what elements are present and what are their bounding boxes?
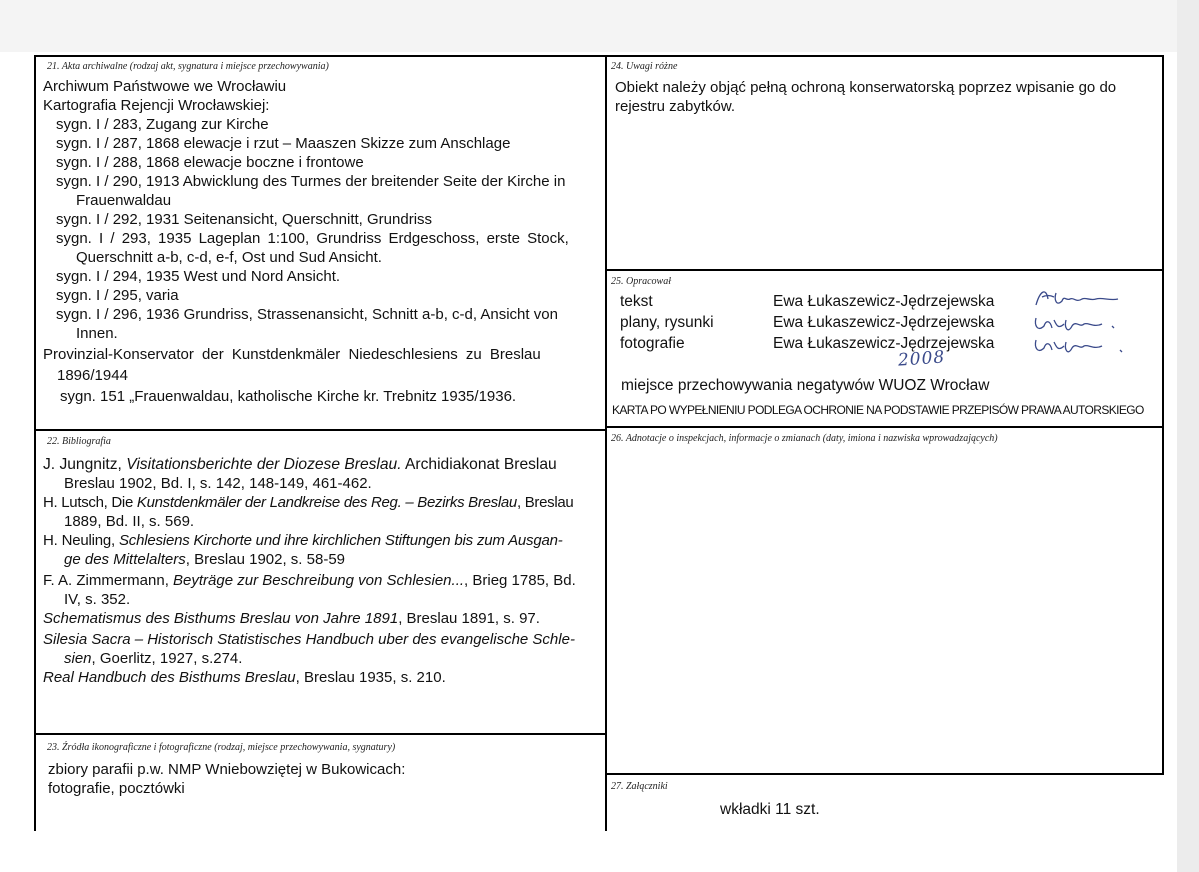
section-26-label: 26. Adnotacje o inspekcjach, informacje o zmianach (daty, imiona i nazwiska wprowadzających): [611, 433, 998, 444]
bibliography-entry: [43, 630, 575, 649]
form-center-divider: [605, 55, 607, 831]
archival-entry: sygn. I / 287, 1868 elewacje i rzut – Maaszen Skizze zum Anschlage: [56, 135, 511, 152]
archival-entry: sygn. I / 296, 1936 Grundriss, Strassenansicht, Schnitt a-b, c-d, Ansicht von: [56, 306, 558, 323]
archival-entry-continued: Querschnitt a-b, c-d, e-f, Ost und Sud Ansicht.: [76, 249, 382, 266]
bibliography-entry: [43, 455, 557, 474]
bibliography-entry-continued: [64, 649, 242, 668]
author-name: Ewa Łukaszewicz-Jędrzejewska: [773, 314, 995, 331]
negatives-location: miejsce przechowywania negatywów WUOZ Wrocław: [621, 377, 990, 394]
role-label: plany, rysunki: [620, 314, 714, 331]
form-top-border: [34, 55, 1164, 57]
bib-details: , Breslau 1935, s. 210.: [295, 669, 446, 686]
scan-right-margin: [1177, 0, 1199, 872]
bib-author: H. Neuling,: [43, 532, 119, 549]
archival-entry-continued: Innen.: [76, 325, 118, 342]
role-label: tekst: [620, 293, 653, 310]
copyright-notice: KARTA PO WYPEŁNIENIU PODLEGA OCHRONIE NA PODSTAWIE PRZEPISÓW PRAWA AUTORSKIEGO: [612, 403, 1144, 417]
section-21-label: 21. Akta archiwalne (rodzaj akt, sygnatura i miejsce przechowywania): [47, 61, 329, 72]
author-name: Ewa Łukaszewicz-Jędrzejewska: [773, 293, 995, 310]
bib-details: , Brieg 1785, Bd.: [464, 572, 576, 589]
handwritten-year: 2008: [897, 347, 946, 371]
divider-21-22: [34, 429, 606, 431]
bib-title: Real Handbuch des Bisthums Breslau: [43, 669, 296, 686]
archival-entry: sygn. I / 283, Zugang zur Kirche: [56, 116, 269, 133]
archival-entry-continued: Frauenwaldau: [76, 192, 172, 209]
bib-title: ge des Mittelalters: [64, 551, 186, 568]
source-line: zbiory parafii p.w. NMP Wniebowziętej w Bukowicach:: [48, 761, 406, 778]
archive-name-2: Provinzial-Konservator der Kunstdenkmäler Niedeschlesiens zu Breslau: [43, 346, 541, 363]
bibliography-entry: [43, 609, 540, 628]
bib-author: J. Jungnitz,: [43, 456, 127, 473]
bibliography-entry-continued: 1889, Bd. II, s. 569.: [64, 513, 195, 530]
bib-details: , Goerlitz, 1927, s.274.: [91, 650, 243, 667]
section-23-label: 23. Źródła ikonograficzne i fotograficzne (rodzaj, miejsce przechowywania, sygnatury): [47, 742, 396, 753]
bib-title: sien: [64, 650, 92, 667]
bib-details: , Breslau 1902, s. 58-59: [185, 551, 345, 568]
section-22-label: 22. Bibliografia: [47, 436, 111, 447]
archival-entry: sygn. I / 295, varia: [56, 287, 179, 304]
archive-name: Archiwum Państwowe we Wrocławiu: [43, 78, 287, 95]
remark-line: rejestru zabytków.: [615, 98, 736, 115]
bib-title: Visitationsberichte der Diozese Breslau.: [126, 456, 402, 473]
bib-title: Beyträge zur Beschreibung von Schlesien...: [173, 572, 465, 589]
handwritten-signature-1: [1030, 285, 1120, 311]
bibliography-entry-continued: IV, s. 352.: [64, 591, 131, 608]
bib-title: Schematismus des Bisthums Breslau von Jahre 1891: [43, 610, 399, 627]
archival-entry: sygn. I / 292, 1931 Seitenansicht, Querschnitt, Grundriss: [56, 211, 433, 228]
archival-entry: sygn. I / 293, 1935 Lageplan 1:100, Grundriss Erdgeschoss, erste Stock,: [56, 230, 569, 247]
bib-details: , Breslau: [516, 494, 574, 511]
section-24-label: 24. Uwagi różne: [611, 61, 678, 72]
bibliography-entry-continued: [64, 550, 345, 569]
divider-25-26: [605, 426, 1164, 428]
role-label: fotografie: [620, 335, 685, 352]
bib-title: Kunstdenkmäler der Landkreise des Reg. – Bezirks Breslau: [136, 494, 517, 511]
section-27-label: 27. Załączniki: [611, 781, 668, 792]
author-name: Ewa Łukaszewicz-Jędrzejewska: [773, 335, 995, 352]
bibliography-entry: [43, 493, 573, 512]
handwritten-signature-3: [1030, 332, 1125, 358]
bib-title: Schlesiens Kirchorte und ihre kirchlichen Stiftungen bis zum Ausgan-: [118, 532, 563, 549]
bibliography-entry-continued: Breslau 1902, Bd. I, s. 142, 148-149, 461-462.: [64, 475, 372, 492]
bibliography-entry: [43, 571, 576, 590]
attachments-count: wkładki 11 szt.: [720, 801, 820, 818]
collection-name: Kartografia Rejencji Wrocławskiej:: [43, 97, 270, 114]
scan-top-margin: [0, 0, 1199, 52]
archive-years: 1896/1944: [57, 367, 128, 384]
bib-details: , Breslau 1891, s. 97.: [398, 610, 540, 627]
bibliography-entry: [43, 668, 446, 687]
archival-entry: sygn. I / 294, 1935 West und Nord Ansicht.: [56, 268, 341, 285]
archival-entry: sygn. I / 290, 1913 Abwicklung des Turmes der breitender Seite der Kirche in: [56, 173, 566, 190]
divider-22-23: [34, 733, 606, 735]
form-right-border: [1162, 55, 1164, 775]
section-25-label: 25. Opracował: [611, 276, 671, 287]
archival-entry: sygn. I / 288, 1868 elewacje boczne i frontowe: [56, 154, 364, 171]
form-left-border: [34, 55, 36, 831]
bib-author: F. A. Zimmermann,: [43, 572, 174, 589]
archival-entry: sygn. 151 „Frauenwaldau, katholische Kirche kr. Trebnitz 1935/1936.: [60, 388, 517, 405]
divider-24-25: [605, 269, 1164, 271]
bib-details: Archidiakonat Breslau: [401, 456, 557, 473]
bib-title: Silesia Sacra – Historisch Statistisches Handbuch uber des evangelische Schle-: [43, 631, 575, 648]
bibliography-entry: [43, 531, 563, 550]
divider-26-27: [605, 773, 1164, 775]
remark-line: Obiekt należy objąć pełną ochroną konserwatorską poprzez wpisanie go do: [615, 79, 1117, 96]
source-line: fotografie, pocztówki: [48, 780, 185, 797]
bib-author: H. Lutsch, Die: [43, 494, 137, 511]
